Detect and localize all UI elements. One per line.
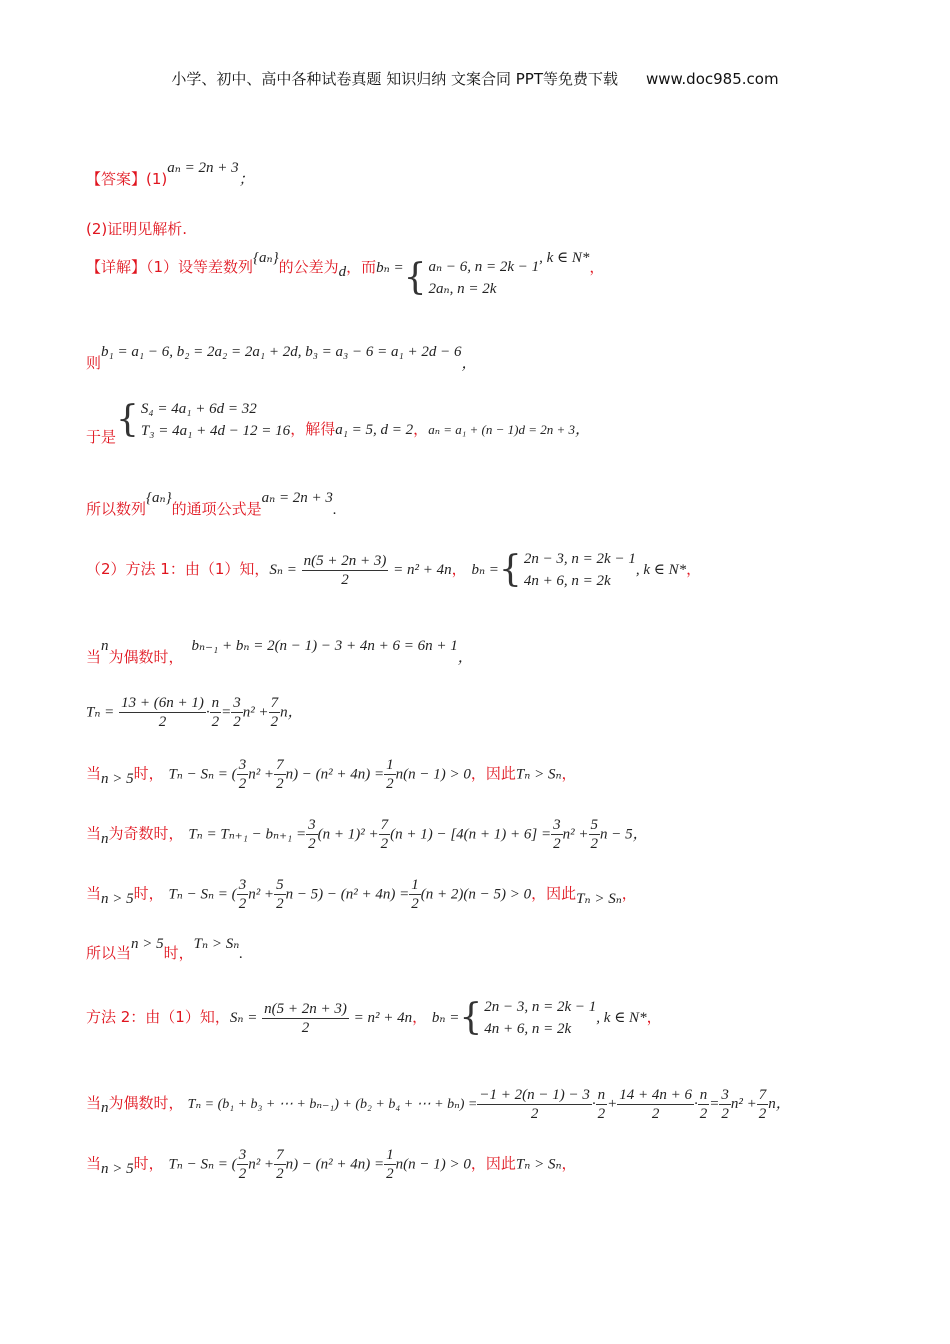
method1-line-1: （2）方法 1：由（1）知，Sₙ = $\frac{n(5 + 2n + 3)}{2}$ = n² + 4n， bₙ ={ 2n − 3, n = 2k − 1 4n + 6, n = 2k , k ∈ N*， — [86, 549, 702, 590]
fraction: $\frac{n(5 + 2n + 3)}{2}$ — [303, 552, 387, 588]
fraction: $\frac{n}{2}$ — [597, 1087, 606, 1122]
fraction: $\frac{1}{2}$ — [386, 757, 394, 792]
method1-conclusion: 所以当n > 5时，Tₙ > Sₙ. — [86, 936, 244, 962]
left-brace: { — [459, 997, 483, 1038]
detail-line-1: 【详解】（1）设等差数列{aₙ}的公差为d，而bₙ ={ aₙ − 6, n = 2k − 1 2aₙ, n = 2k , k ∈ N*， — [86, 250, 605, 298]
piecewise-system: aₙ − 6, n = 2k − 1 2aₙ, n = 2k — [428, 259, 540, 297]
method2-line-2: 当n为偶数时， Tₙ = (b₁ + b₃ + ⋯ + bₙ₋₁) + (b₂ + b₄ + ⋯ + bₙ) = $\frac{-1 + 2(n - 1) - 3}{2}$ · $\frac{n}{2}$ + $\frac{14 + 4n + 6}{2}$ · $\frac{n}{2}$ = $\frac{3}{2}$ n² + $\frac{7}{2}$ n， — [86, 1087, 791, 1122]
fraction: $\frac{7}{2}$ — [380, 817, 389, 852]
method2-line-1: 方法 2：由（1）知，Sₙ = $\frac{n(5 + 2n + 3)}{2}$ = n² + 4n， bₙ ={ 2n − 3, n = 2k − 1 4n + 6, n = 2k , k ∈ N*， — [86, 997, 662, 1038]
header-text: 小学、初中、高中各种试卷真题 知识归纳 文案合同 PPT等免费下载 — [171, 70, 618, 88]
method2-line-3: 当n > 5时， Tₙ − Sₙ = ( $\frac{3}{2}$ n² + $\frac{7}{2}$ n) − (n² + 4n) = $\frac{1}{2}$ n(n − 1) > 0，因此Tₙ > Sₙ， — [86, 1147, 577, 1182]
fraction: $\frac{n}{2}$ — [211, 695, 220, 730]
fraction: $\frac{7}{2}$ — [270, 695, 279, 730]
method1-line-4: 当n > 5时， Tₙ − Sₙ = ( $\frac{3}{2}$ n² + $\frac{7}{2}$ n) − (n² + 4n) = $\frac{1}{2}$ n(n − 1) > 0，因此Tₙ > Sₙ， — [86, 757, 577, 792]
fraction: $\frac{5}{2}$ — [590, 817, 598, 852]
fraction: $\frac{-1 + 2(n - 1) - 3}{2}$ — [479, 1087, 590, 1122]
fraction: $\frac{14 + 4n + 6}{2}$ — [619, 1087, 692, 1122]
fraction: $\frac{n}{2}$ — [699, 1087, 708, 1122]
fraction: $\frac{3}{2}$ — [238, 877, 247, 912]
left-brace: { — [403, 257, 427, 298]
left-brace: { — [116, 399, 139, 440]
detail-line-4: 所以数列{aₙ}的通项公式是aₙ = 2n + 3. — [86, 490, 337, 518]
fraction: $\frac{3}{2}$ — [233, 695, 241, 730]
method1-line-6: 当n > 5时， Tₙ − Sₙ = ( $\frac{3}{2}$ n² + $\frac{5}{2}$ n − 5) − (n² + 4n) = $\frac{1}{2}$ (n + 2)(n − 5) > 0，因此Tₙ > Sₙ， — [86, 877, 637, 912]
page-header — [0, 68, 950, 89]
fraction: $\frac{3}{2}$ — [553, 817, 561, 852]
detail-line-3: 于是{ S₄ = 4a₁ + 6d = 32 T₃ = 4a₁ + 4d − 12 = 16 ，解得a₁ = 5, d = 2，aₙ = a₁ + (n − 1)d = 2n + 3， — [86, 399, 591, 446]
fraction: $\frac{1}{2}$ — [411, 877, 419, 912]
fraction: $\frac{1}{2}$ — [386, 1147, 394, 1182]
fraction: $\frac{3}{2}$ — [308, 817, 316, 852]
method1-line-2: 当n为偶数时，bₙ₋₁ + bₙ = 2(n − 1) − 3 + 4n + 6 = 6n + 1， — [86, 638, 473, 666]
fraction: $\frac{3}{2}$ — [238, 757, 247, 792]
piecewise-system: 2n − 3, n = 2k − 1 4n + 6, n = 2k — [523, 551, 636, 589]
detail-line-2: 则b₁ = a₁ − 6, b₂ = 2a₂ = 2a₁ + 2d, b₃ = a₃ − 6 = a₁ + 2d − 6， — [86, 344, 477, 372]
header-site: www.doc985.com — [645, 70, 779, 88]
answer-line-2: (2)证明见解析. — [86, 220, 188, 238]
fraction: $\frac{3}{2}$ — [721, 1087, 729, 1122]
equation-system: S₄ = 4a₁ + 6d = 32 T₃ = 4a₁ + 4d − 12 = 16 — [140, 401, 291, 439]
piecewise-system: 2n − 3, n = 2k − 1 4n + 6, n = 2k — [484, 999, 597, 1037]
answer-line-1: 【答案】(1)aₙ = 2n + 3； — [86, 160, 254, 188]
fraction: $\frac{7}{2}$ — [276, 757, 284, 792]
method1-line-3: Tₙ = $\frac{13 + (6n + 1)}{2}$ · $\frac{n}{2}$ = $\frac{3}{2}$ n² + $\frac{7}{2}$ n， — [86, 695, 303, 730]
left-brace: { — [498, 549, 522, 590]
fraction: $\frac{7}{2}$ — [276, 1147, 284, 1182]
method1-line-5: 当n为奇数时， Tₙ = Tₙ₊₁ − bₙ₊₁ = $\frac{3}{2}$ (n + 1)² + $\frac{7}{2}$ (n + 1) − [4(n + 1) + 6] = $\frac{3}{2}$ n² + $\frac{5}{2}$ n − 5， — [86, 817, 648, 852]
fraction: $\frac{n(5 + 2n + 3)}{2}$ — [264, 1000, 347, 1036]
fraction: $\frac{13 + (6n + 1)}{2}$ — [121, 695, 204, 730]
fraction: $\frac{7}{2}$ — [758, 1087, 767, 1122]
fraction: $\frac{5}{2}$ — [276, 877, 284, 912]
fraction: $\frac{3}{2}$ — [238, 1147, 247, 1182]
